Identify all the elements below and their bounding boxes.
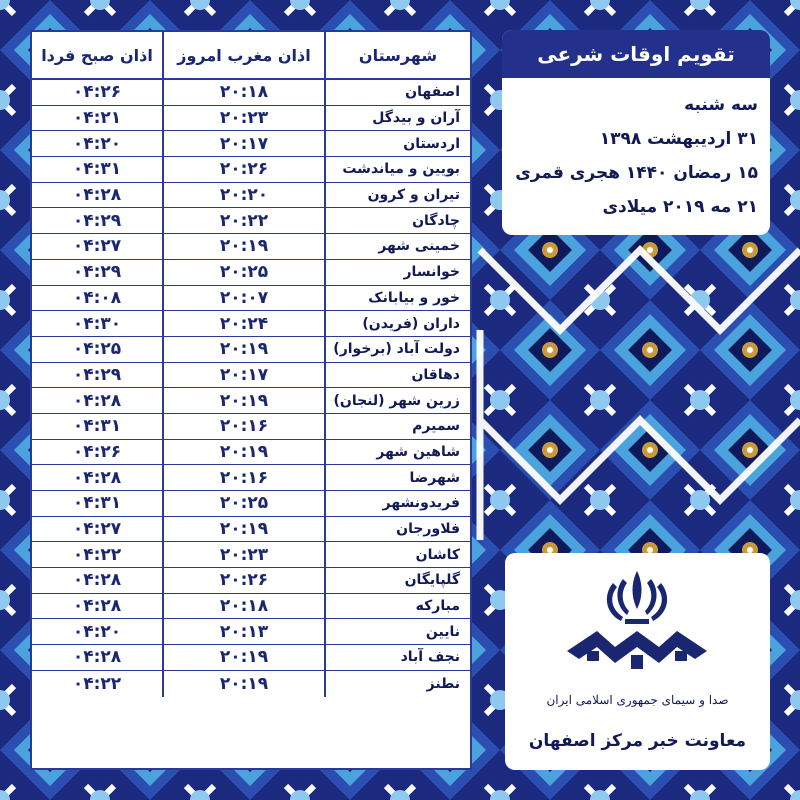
city-name-cell: فلاورجان	[396, 521, 460, 538]
city-name-cell: سمیرم	[412, 418, 460, 435]
table-row	[32, 671, 470, 697]
maghrib-time-cell: ۲۰:۱۸	[164, 594, 326, 619]
fajr-time-cell: ۰۴:۲۸	[32, 645, 164, 670]
table-row	[32, 183, 470, 209]
maghrib-time-cell: ۲۰:۰۷	[164, 286, 326, 311]
table-row	[32, 594, 470, 620]
city-name-cell: نطنز	[426, 675, 460, 692]
table-header	[32, 32, 470, 80]
table-row	[32, 234, 470, 260]
logo-caption: صدا و سیمای جمهوری اسلامی ایران	[546, 693, 729, 707]
gregorian-date-text: ۲۱ مه ۲۰۱۹ میلادی	[602, 197, 758, 217]
table-row	[32, 80, 470, 106]
table-row	[32, 517, 470, 543]
table-row	[32, 619, 470, 645]
fajr-time-cell: ۰۴:۰۸	[32, 286, 164, 311]
fajr-time-cell: ۰۴:۲۹	[32, 208, 164, 233]
table-row	[32, 311, 470, 337]
maghrib-time-cell: ۲۰:۱۶	[164, 465, 326, 490]
solar-date-text: ۳۱ اردیبهشت ۱۳۹۸	[599, 129, 758, 149]
city-name-cell: آران و بیدگل	[372, 110, 460, 127]
city-name-cell: شهرضا	[409, 469, 460, 486]
maghrib-time-cell: ۲۰:۱۷	[164, 363, 326, 388]
city-name-cell: فریدونشهر	[382, 495, 460, 512]
header-fajr: اذان صبح فردا	[32, 32, 164, 78]
table-row	[32, 157, 470, 183]
fajr-time-cell: ۰۴:۲۲	[32, 671, 164, 697]
city-name-cell: مبارکه	[415, 598, 460, 615]
irib-logo-icon	[557, 563, 717, 683]
table-row	[32, 208, 470, 234]
table-body	[32, 80, 470, 697]
city-name-cell: اردستان	[403, 135, 460, 152]
maghrib-time-cell: ۲۰:۱۷	[164, 131, 326, 156]
fajr-time-cell: ۰۴:۳۱	[32, 491, 164, 516]
table-row	[32, 568, 470, 594]
prayer-times-table	[30, 30, 472, 770]
lunar-date-text: ۱۵ رمضان ۱۴۴۰ هجری قمری	[515, 163, 758, 183]
table-row	[32, 260, 470, 286]
table-row	[32, 414, 470, 440]
fajr-time-cell: ۰۴:۲۸	[32, 465, 164, 490]
maghrib-time-cell: ۲۰:۱۶	[164, 414, 326, 439]
maghrib-time-cell: ۲۰:۱۸	[164, 80, 326, 105]
fajr-time-cell: ۰۴:۲۵	[32, 337, 164, 362]
maghrib-time-cell: ۲۰:۱۹	[164, 337, 326, 362]
city-name-cell: تیران و کرون	[367, 187, 460, 204]
maghrib-time-cell: ۲۰:۱۹	[164, 517, 326, 542]
maghrib-time-cell: ۲۰:۲۰	[164, 183, 326, 208]
fajr-time-cell: ۰۴:۲۶	[32, 80, 164, 105]
table-row	[32, 363, 470, 389]
fajr-time-cell: ۰۴:۲۶	[32, 440, 164, 465]
city-name-cell: نایین	[425, 623, 460, 640]
city-name-cell: خور و بیابانک	[368, 289, 460, 306]
maghrib-time-cell: ۲۰:۲۶	[164, 568, 326, 593]
fajr-time-cell: ۰۴:۲۷	[32, 234, 164, 259]
maghrib-time-cell: ۲۰:۱۹	[164, 671, 326, 697]
maghrib-time-cell: ۲۰:۲۵	[164, 260, 326, 285]
fajr-time-cell: ۰۴:۲۱	[32, 106, 164, 131]
city-name-cell: دهاقان	[411, 366, 460, 383]
maghrib-time-cell: ۲۰:۱۹	[164, 388, 326, 413]
table-row	[32, 388, 470, 414]
maghrib-time-cell: ۲۰:۲۵	[164, 491, 326, 516]
weekday-text: سه شنبه	[684, 95, 758, 115]
table-row	[32, 465, 470, 491]
city-name-cell: اصفهان	[405, 84, 460, 101]
date-lines	[508, 88, 758, 224]
fajr-time-cell: ۰۴:۲۰	[32, 131, 164, 156]
city-name-cell: گلپایگان	[404, 572, 460, 589]
table-row	[32, 645, 470, 671]
city-name-cell: کاشان	[415, 546, 460, 563]
city-name-cell: بویین و میاندشت	[342, 161, 460, 178]
table-row	[32, 286, 470, 312]
table-row	[32, 131, 470, 157]
table-row	[32, 491, 470, 517]
table-row	[32, 337, 470, 363]
fajr-time-cell: ۰۴:۲۹	[32, 260, 164, 285]
fajr-time-cell: ۰۴:۲۸	[32, 183, 164, 208]
table-row	[32, 440, 470, 466]
maghrib-time-cell: ۲۰:۱۳	[164, 619, 326, 644]
fajr-time-cell: ۰۴:۲۸	[32, 388, 164, 413]
fajr-time-cell: ۰۴:۲۸	[32, 594, 164, 619]
maghrib-time-cell: ۲۰:۲۳	[164, 542, 326, 567]
date-card	[502, 30, 770, 235]
logo-subtitle: معاونت خبر مرکز اصفهان	[528, 731, 747, 751]
maghrib-time-cell: ۲۰:۲۲	[164, 208, 326, 233]
city-name-cell: نجف آباد	[400, 649, 460, 666]
city-name-cell: شاهین شهر	[376, 443, 460, 460]
maghrib-time-cell: ۲۰:۱۹	[164, 234, 326, 259]
fajr-time-cell: ۰۴:۲۸	[32, 568, 164, 593]
maghrib-time-cell: ۲۰:۱۹	[164, 645, 326, 670]
city-name-cell: چادگان	[412, 212, 460, 229]
header-city: شهرستان	[358, 45, 438, 65]
fajr-time-cell: ۰۴:۲۷	[32, 517, 164, 542]
fajr-time-cell: ۰۴:۳۱	[32, 157, 164, 182]
table-row	[32, 106, 470, 132]
fajr-time-cell: ۰۴:۲۰	[32, 619, 164, 644]
broadcaster-logo-card	[505, 553, 770, 770]
fajr-time-cell: ۰۴:۲۹	[32, 363, 164, 388]
maghrib-time-cell: ۲۰:۱۹	[164, 440, 326, 465]
page-title: تقویم اوقات شرعی	[502, 30, 770, 78]
city-name-cell: خوانسار	[403, 264, 460, 281]
fajr-time-cell: ۰۴:۳۰	[32, 311, 164, 336]
city-name-cell: زرین شهر (لنجان)	[333, 392, 460, 409]
city-name-cell: دولت آباد (برخوار)	[333, 341, 460, 358]
city-name-cell: داران (فریدن)	[362, 315, 460, 332]
city-name-cell: خمینی شهر	[378, 238, 460, 255]
header-maghrib: اذان مغرب امروز	[164, 32, 326, 78]
table-row	[32, 542, 470, 568]
maghrib-time-cell: ۲۰:۲۶	[164, 157, 326, 182]
maghrib-time-cell: ۲۰:۲۳	[164, 106, 326, 131]
fajr-time-cell: ۰۴:۲۲	[32, 542, 164, 567]
maghrib-time-cell: ۲۰:۲۴	[164, 311, 326, 336]
fajr-time-cell: ۰۴:۳۱	[32, 414, 164, 439]
